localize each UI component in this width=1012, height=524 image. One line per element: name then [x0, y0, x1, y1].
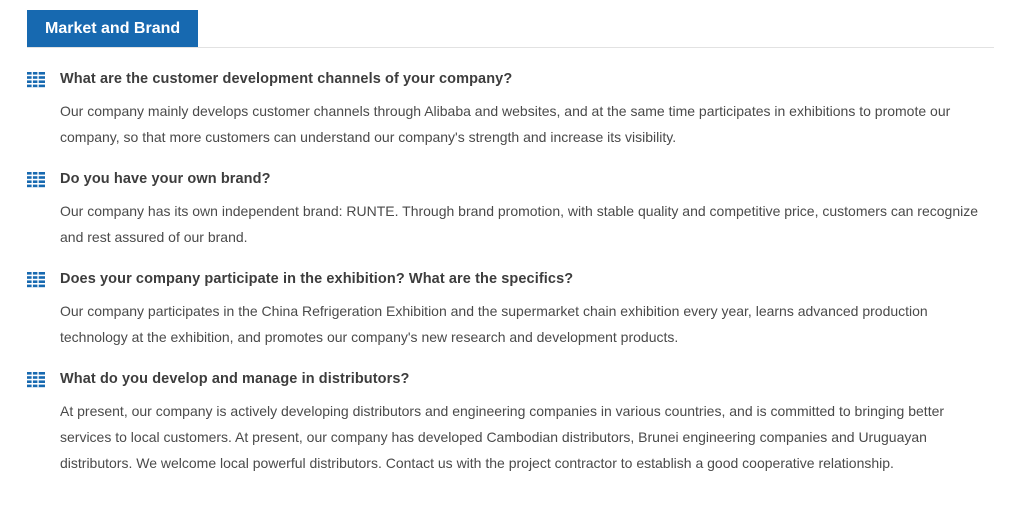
faq-item [27, 170, 994, 250]
faq-question: Does your company participate in the exhibition? What are the specifics? [60, 271, 574, 287]
faq-page [0, 10, 1012, 524]
list-lines-icon [27, 72, 45, 88]
list-lines-icon [27, 272, 45, 288]
tab-label: Market and Brand [45, 20, 181, 37]
faq-item [27, 370, 994, 476]
faq-question-row [27, 370, 994, 388]
faq-item [27, 270, 994, 350]
faq-question: Do you have your own brand? [60, 171, 271, 187]
tab-divider [27, 47, 994, 48]
list-lines-icon [27, 372, 45, 388]
faq-answer: At present, our company is actively developing distributors and engineering companies in various countries, and is committed to bringing better services to local customers. At present, our company has developed Cambodian distributors, Brunei engineering companies and Uruguayan distributors. We welcome local powerful distributors. Contact us with the project contractor to establish a good cooperative relationship. [60, 403, 945, 471]
faq-question-row [27, 170, 994, 188]
faq-question-row [27, 70, 994, 88]
list-lines-icon [27, 172, 45, 188]
faq-answer: Our company has its own independent brand: RUNTE. Through brand promotion, with stable quality and competitive price, customers can recognize and rest assured of our brand. [60, 203, 978, 245]
faq-answer: Our company mainly develops customer channels through Alibaba and websites, and at the same time participates in exhibitions to promote our company, so that more customers can understand our company's strength and increase its visibility. [60, 103, 951, 145]
faq-item [27, 70, 994, 150]
tab-bar [0, 10, 1012, 48]
faq-question-row [27, 270, 994, 288]
faq-answer: Our company participates in the China Refrigeration Exhibition and the supermarket chain exhibition every year, learns advanced production technology at the exhibition, and promotes our company's new research and development products. [60, 303, 928, 345]
tab-market-and-brand[interactable] [27, 10, 198, 48]
faq-list [0, 70, 1012, 476]
faq-question: What are the customer development channels of your company? [60, 71, 513, 87]
faq-question: What do you develop and manage in distributors? [60, 371, 410, 387]
